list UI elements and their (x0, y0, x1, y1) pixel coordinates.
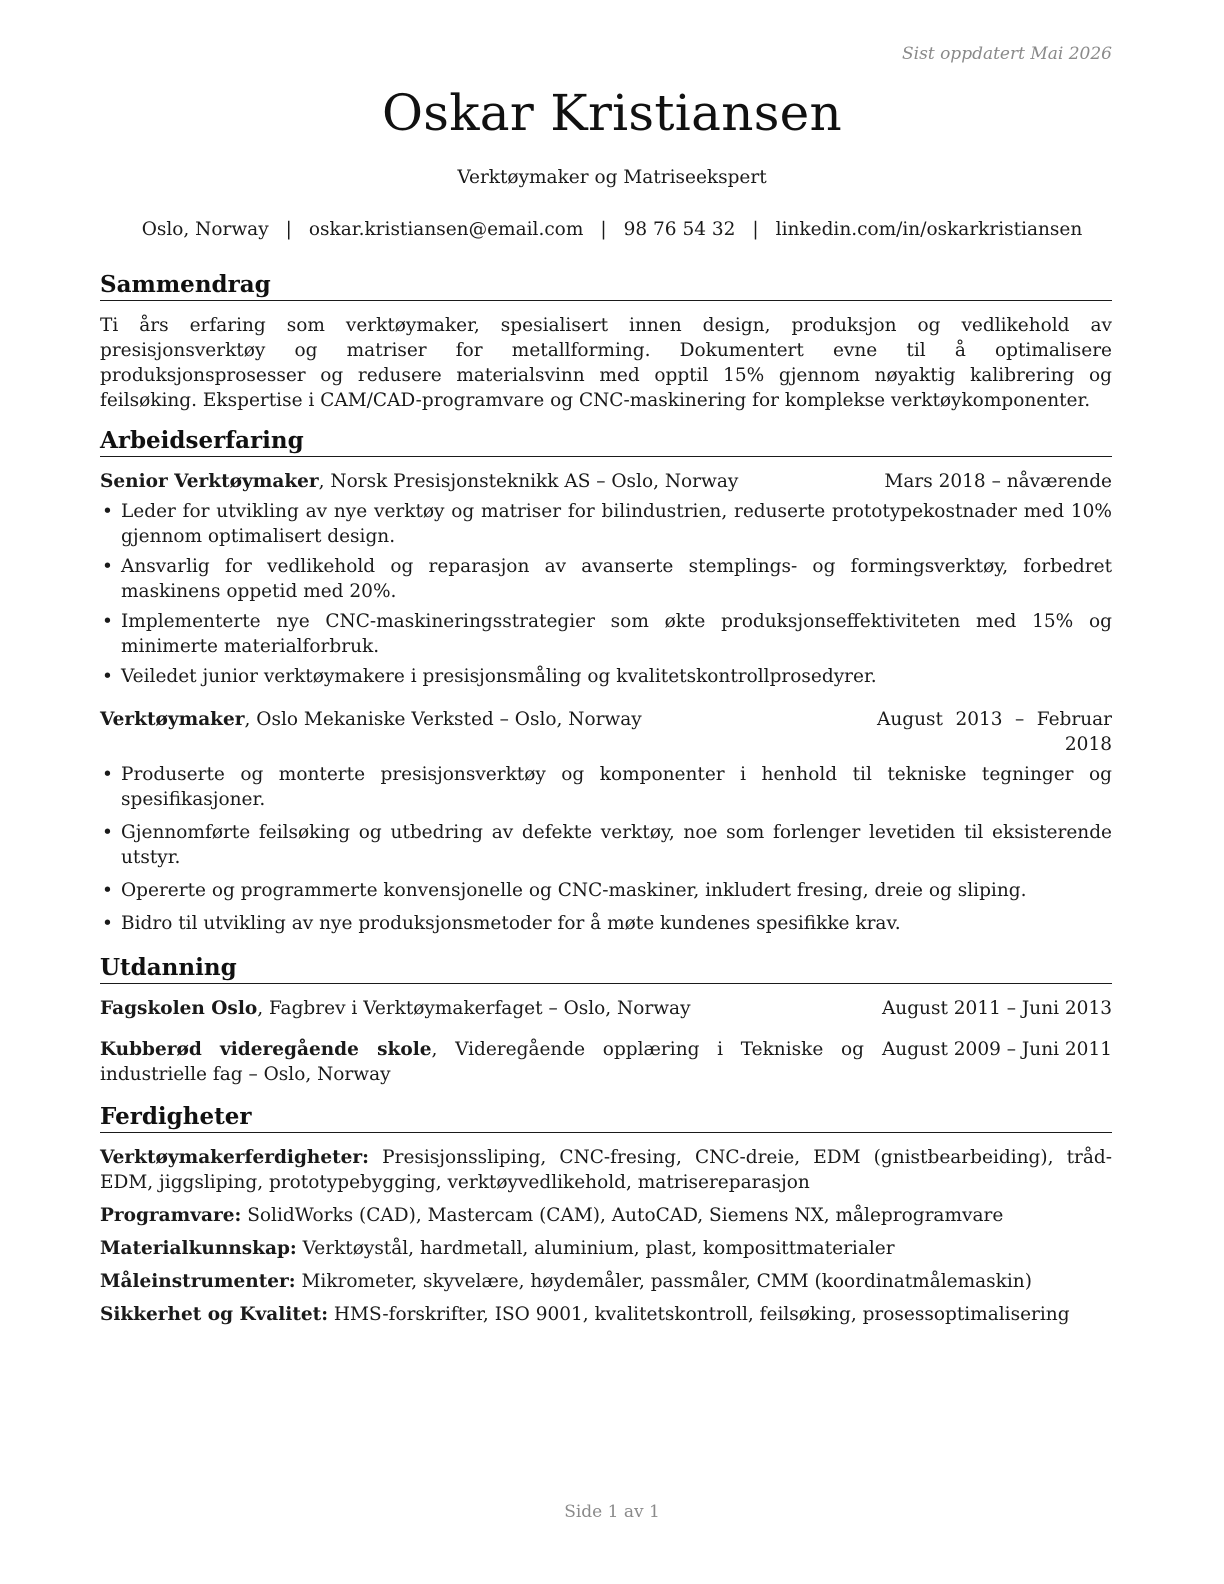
education-dates: August 2011 – Juni 2013 (881, 998, 1112, 1019)
job-header (100, 707, 1112, 757)
skill-label: Materialkunnskap: (100, 1238, 297, 1259)
skill-row (100, 1302, 1112, 1327)
contact-linkedin[interactable]: linkedin.com/in/oskarkristiansen (775, 219, 1083, 240)
education-entry (100, 996, 1112, 1021)
contact-email[interactable]: oskar.kristiansen@email.com (308, 219, 584, 240)
summary-text: Ti års erfaring som verktøymaker, spesialisert innen design, produksjon og vedlikehold av presisjonsverktøy og matriser for metallforming. Dokumentert evne til å optimalisere produksjonsprosesser og redusere materialsvinn med opptil 15% gjennom nøyaktig kalibrering og feilsøking. Ekspertise i CAM/CAD-programvare og CNC-maskinering for komplekse verktøykomponenter. (100, 315, 1112, 411)
job-bullets (100, 762, 1112, 936)
contact-separator: | (285, 219, 292, 240)
job-bullet: • Veiledet junior verktøymakere i presisjonsmåling og kvalitetskontrollprosedyrer. (100, 664, 1112, 689)
job-bullet: • Gjennomførte feilsøking og utbedring av defekte verktøy, noe som forlenger levetiden til eksisterende utstyr. (100, 820, 1112, 870)
skill-label: Måleinstrumenter: (100, 1271, 296, 1292)
skill-row (100, 1203, 1112, 1228)
job-header (100, 469, 1112, 494)
section-heading-education: Utdanning (100, 954, 1112, 984)
job-role: Verktøymaker (100, 709, 245, 730)
contact-location: Oslo, Norway (141, 219, 269, 240)
skill-value: Verktøystål, hardmetall, aluminium, plast, komposittmaterialer (302, 1238, 895, 1259)
candidate-title: Verktøymaker og Matriseekspert (457, 167, 767, 188)
section-heading-experience: Arbeidserfaring (100, 427, 1112, 457)
job-entry (100, 707, 1112, 936)
resume-content (100, 271, 1112, 1335)
education-school: Fagskolen Oslo (100, 998, 258, 1019)
skill-label: Verktøymakerferdigheter: (100, 1147, 370, 1168)
section-heading-skills: Ferdigheter (100, 1103, 1112, 1133)
job-role: Senior Verktøymaker (100, 471, 319, 492)
education-dates: August 2009 – Juni 2011 (881, 1039, 1112, 1060)
education-detail: , Videregående opplæring i Tekniske og industrielle fag – Oslo, Norway (100, 1039, 864, 1085)
job-dates: Mars 2018 – nåværende (884, 471, 1112, 492)
job-org: , Oslo Mekaniske Verksted – Oslo, Norway (244, 709, 642, 730)
skill-value: SolidWorks (CAD), Mastercam (CAM), AutoCAD, Siemens NX, måleprogramvare (247, 1205, 1004, 1226)
contact-line (0, 219, 1224, 240)
job-bullet: • Opererte og programmerte konvensjonelle og CNC-maskiner, inkludert fresing, dreie og sliping. (100, 878, 1112, 903)
job-org: , Norsk Presisjonsteknikk AS – Oslo, Norway (318, 471, 739, 492)
job-bullet: • Ansvarlig for vedlikehold og reparasjon av avanserte stemplings- og formingsverktøy, forbedret maskinens oppetid med 20%. (100, 554, 1112, 604)
skill-row (100, 1269, 1112, 1294)
page-number: Side 1 av 1 (564, 1502, 660, 1522)
job-bullet: • Produserte og monterte presisjonsverktøy og komponenter i henhold til tekniske tegninger og spesifikasjoner. (100, 762, 1112, 812)
education-entry (100, 1037, 1112, 1087)
job-bullets (100, 499, 1112, 689)
education-detail: , Fagbrev i Verktøymakerfaget – Oslo, Norway (257, 998, 691, 1019)
skill-row (100, 1236, 1112, 1261)
skill-label: Sikkerhet og Kvalitet: (100, 1304, 329, 1325)
skill-value: Presisjonssliping, CNC-fresing, CNC-dreie, EDM (gnistbearbeiding), tråd-EDM, jiggsliping, prototypebygging, verktøyvedlikehold, matrisereparasjon (100, 1147, 1112, 1193)
skill-row (100, 1145, 1112, 1195)
job-entry (100, 469, 1112, 689)
contact-separator: | (752, 219, 759, 240)
job-bullet: • Leder for utvikling av nye verktøy og matriser for bilindustrien, reduserte prototypekostnader med 10% gjennom optimalisert design. (100, 499, 1112, 549)
contact-separator: | (600, 219, 607, 240)
skill-value: HMS-forskrifter, ISO 9001, kvalitetskontroll, feilsøking, prosessoptimalisering (333, 1304, 1070, 1325)
education-school: Kubberød videregående skole (100, 1039, 432, 1060)
skill-value: Mikrometer, skyvelære, høydemåler, passmåler, CMM (koordinatmålemaskin) (301, 1271, 1032, 1292)
job-dates: August 2013 – Februar 2018 (877, 709, 1112, 755)
job-bullet: • Bidro til utvikling av nye produksjonsmetoder for å møte kundenes spesifikke krav. (100, 911, 1112, 936)
skill-label: Programvare: (100, 1205, 242, 1226)
candidate-name: Oskar Kristiansen (381, 84, 843, 142)
section-heading-summary: Sammendrag (100, 271, 1112, 301)
contact-phone[interactable]: 98 76 54 32 (623, 219, 736, 240)
job-bullet: • Implementerte nye CNC-maskineringsstrategier som økte produksjonseffektiviteten med 15% og minimerte materialforbruk. (100, 609, 1112, 659)
last-updated: Sist oppdatert Mai 2026 (902, 44, 1112, 64)
